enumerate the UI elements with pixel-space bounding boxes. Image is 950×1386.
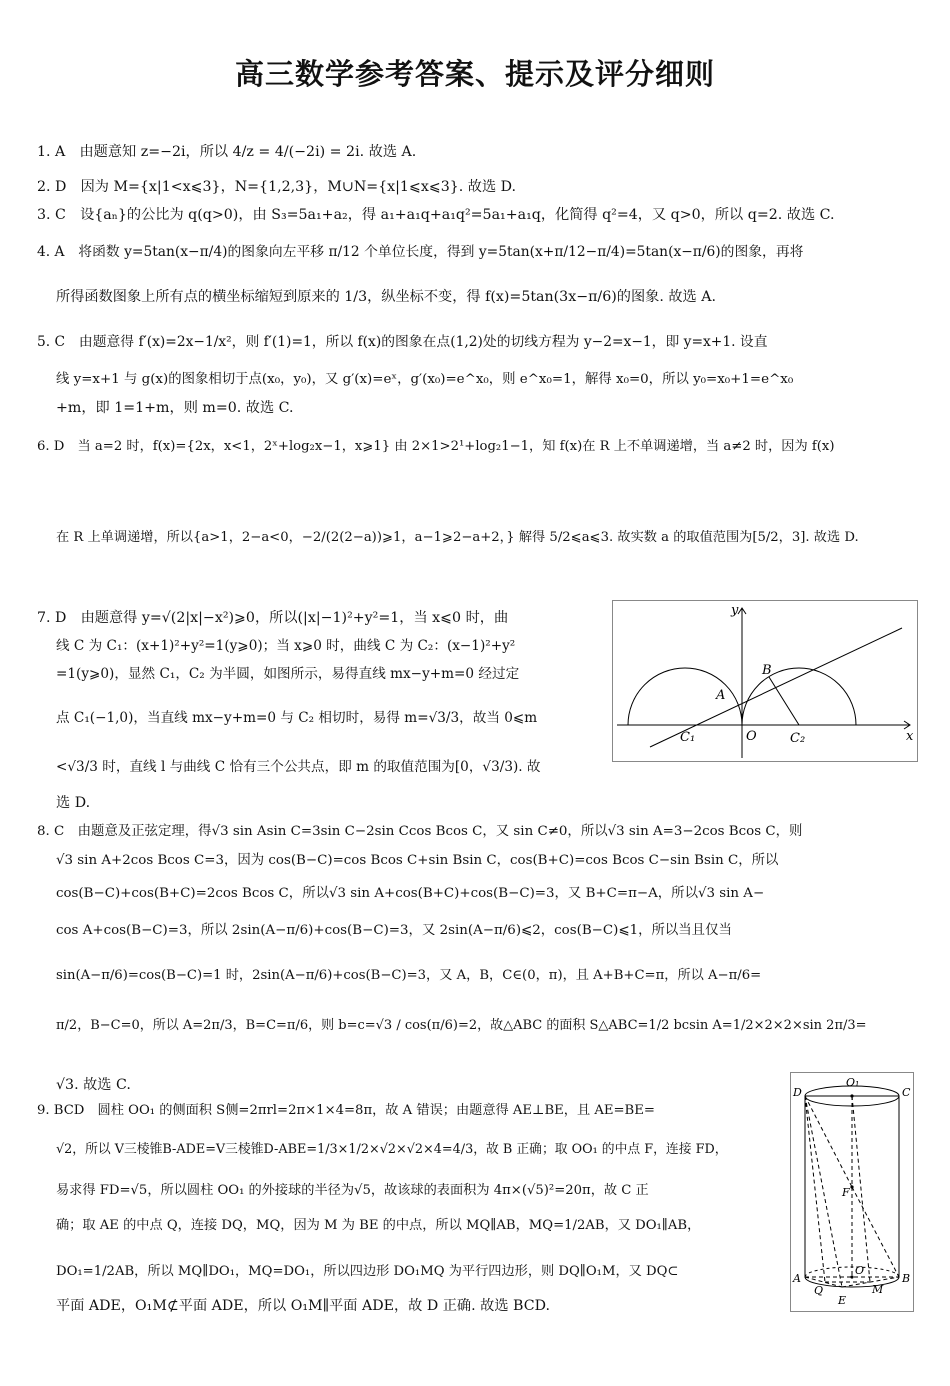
label-c: C	[902, 1086, 911, 1099]
figure-frame	[613, 601, 918, 762]
page-title: 高三数学参考答案、提示及评分细则	[234, 57, 715, 91]
semicircle-tangent-figure	[612, 600, 918, 762]
answer-line: √3 sin A+2cos Bcos C=3，因为 cos(B−C)=cos Bcos C+sin Bsin C，cos(B+C)=cos Bcos C−sin Bsin C，所以	[56, 853, 779, 868]
answer-line: 在 R 上单调递增，所以{a>1，2−a<0，−2/(2(2−a))⩾1，a−1⩾2−a+2，} 解得 5/2⩽a⩽3. 故实数 a 的取值范围为[5/2，3]. 故选 D.	[56, 530, 859, 545]
answer-line: DO₁=1/2AB，所以 MQ∥DO₁，MQ=DO₁，所以四边形 DO₁MQ 为平行四边形，则 DQ∥O₁M，又 DQ⊂	[56, 1264, 679, 1279]
answer-line: 所得函数图象上所有点的横坐标缩短到原来的 1/3，纵坐标不变，得 f(x)=5tan(3x−π/6)的图象. 故选 A.	[56, 289, 716, 305]
label-f: F	[842, 1186, 850, 1199]
answer-line: 5. C 由题意得 f′(x)=2x−1/x²，则 f′(1)=1，所以 f(x)的图象在点(1,2)处的切线方程为 y−2=x−1，即 y=x+1. 设直	[37, 334, 768, 350]
point-c2-label: C₂	[790, 731, 806, 746]
answer-line: √2，所以 V三棱锥B-ADE=V三棱锥D-ABE=1/3×1/2×√2×√2×4=4/3，故 B 正确；取 OO₁ 的中点 F，连接 FD，	[56, 1142, 728, 1157]
point-o1	[850, 1094, 853, 1097]
answer-line: π/2，B−C=0，所以 A=2π/3，B=C=π/6，则 b=c=√3 / cos(π/6)=2，故△ABC 的面积 S△ABC=1/2 bcsin A=1/2×2×2×sin 2π/3=	[56, 1018, 867, 1033]
segment-eb	[842, 1277, 899, 1287]
point-b-label: B	[762, 663, 772, 678]
label-o1: O₁	[846, 1076, 860, 1089]
cylinder-figure	[790, 1072, 914, 1312]
segment-df	[805, 1096, 852, 1187]
answer-line: 线 y=x+1 与 g(x)的图象相切于点(x₀，y₀)，又 g′(x)=eˣ，g′(x₀)=e^x₀，则 e^x₀=1，解得 x₀=0，所以 y₀=x₀+1=e^x₀	[56, 372, 794, 387]
point-a-label: A	[716, 688, 726, 703]
answer-line: =1(y⩾0)，显然 C₁，C₂ 为半圆，如图所示，易得直线 mx−y+m=0 经过定	[56, 666, 520, 682]
answer-line: 平面 ADE，O₁M⊄平面 ADE，所以 O₁M∥平面 ADE，故 D 正确. 故选 BCD.	[56, 1298, 550, 1314]
answer-line: 2. D 因为 M={x|1<x⩽3}，N={1,2,3}，M∪N={x|1⩽x⩽3}. 故选 D.	[37, 179, 517, 195]
segment-de	[805, 1096, 842, 1287]
x-axis-label: x	[906, 729, 914, 744]
segment-o1m	[852, 1096, 870, 1282]
answer-line: √3. 故选 C.	[56, 1077, 131, 1093]
origin-label: O	[746, 729, 757, 744]
label-b: B	[902, 1272, 911, 1285]
label-o: O	[855, 1264, 865, 1277]
segment-dq	[805, 1096, 825, 1282]
answer-line: cos(B−C)+cos(B+C)=2cos Bcos C，所以√3 sin A+cos(B+C)+cos(B−C)=3，又 B+C=π−A，所以√3 sin A−	[56, 886, 765, 901]
answer-line: sin(A−π/6)=cos(B−C)=1 时，2sin(A−π/6)+cos(B−C)=3，又 A，B，C∈(0，π)，且 A+B+C=π，所以 A−π/6=	[56, 968, 762, 983]
answer-line: <√3/3 时，直线 l 与曲线 C 恰有三个公共点，即 m 的取值范围为[0，√3/3). 故	[56, 759, 541, 775]
answer-line: 9. BCD 圆柱 OO₁ 的侧面积 S侧=2πrl=2π×1×4=8π，故 A 错误；由题意得 AE⊥BE，且 AE=BE=	[37, 1103, 655, 1118]
label-a: A	[793, 1272, 801, 1285]
answer-line: 7. D 由题意得 y=√(2|x|−x²)⩾0，所以(|x|−1)²+y²=1，当 x⩽0 时，曲	[37, 610, 509, 626]
answer-line: 4. A 将函数 y=5tan(x−π/4)的图象向左平移 π/12 个单位长度，得到 y=5tan(x+π/12−π/4)=5tan(x−π/6)的图象，再将	[37, 244, 804, 260]
answer-line: 3. C 设{aₙ}的公比为 q(q>0)，由 S₃=5a₁+a₂，得 a₁+a₁q+a₁q²=5a₁+a₁q，化简得 q²=4，又 q>0，所以 q=2. 故选 C.	[37, 207, 835, 223]
answer-line: cos A+cos(B−C)=3，所以 2sin(A−π/6)+cos(B−C)=3，又 2sin(A−π/6)⩽2，cos(B−C)⩽1，所以当且仅当	[56, 923, 732, 938]
answer-line: 1. A 由题意知 z=−2i，所以 4/z = 4/(−2i) = 2i. 故选 A.	[37, 144, 417, 160]
answer-line: 易求得 FD=√5，所以圆柱 OO₁ 的外接球的半径为√5，故该球的表面积为 4π×(√5)²=20π，故 C 正	[56, 1183, 649, 1198]
answer-line: 8. C 由题意及正弦定理，得√3 sin Asin C=3sin C−2sin Ccos Bcos C，又 sin C≠0，所以√3 sin A=3−2cos Bcos C，则	[37, 824, 803, 839]
y-axis-label: y	[731, 603, 739, 618]
point-f	[850, 1185, 853, 1188]
point-o	[850, 1275, 853, 1278]
answer-line: +m，即 1=1+m，则 m=0. 故选 C.	[56, 400, 294, 416]
point-c1-label: C₁	[680, 730, 696, 745]
answer-line: 线 C 为 C₁：(x+1)²+y²=1(y⩾0)；当 x⩾0 时，曲线 C 为 C₂：(x−1)²+y²	[56, 638, 516, 654]
answer-line: 6. D 当 a=2 时，f(x)={2x，x<1，2ˣ+log₂x−1，x⩾1} 由 2×1>2¹+log₂1−1，知 f(x)在 R 上不单调递增，当 a≠2 时，因为 f(x)	[37, 439, 835, 454]
label-d: D	[793, 1086, 802, 1099]
answer-line: 确；取 AE 的中点 Q，连接 DQ，MQ，因为 M 为 BE 的中点，所以 MQ∥AB，MQ=1/2AB，又 DO₁∥AB，	[56, 1218, 701, 1233]
label-e: E	[838, 1294, 847, 1307]
answer-line: 选 D.	[56, 795, 91, 811]
label-m: M	[872, 1283, 884, 1296]
label-q: Q	[814, 1284, 824, 1297]
answer-line: 点 C₁(−1,0)，当直线 mx−y+m=0 与 C₂ 相切时，易得 m=√3/3，故当 0⩽m	[56, 710, 538, 726]
